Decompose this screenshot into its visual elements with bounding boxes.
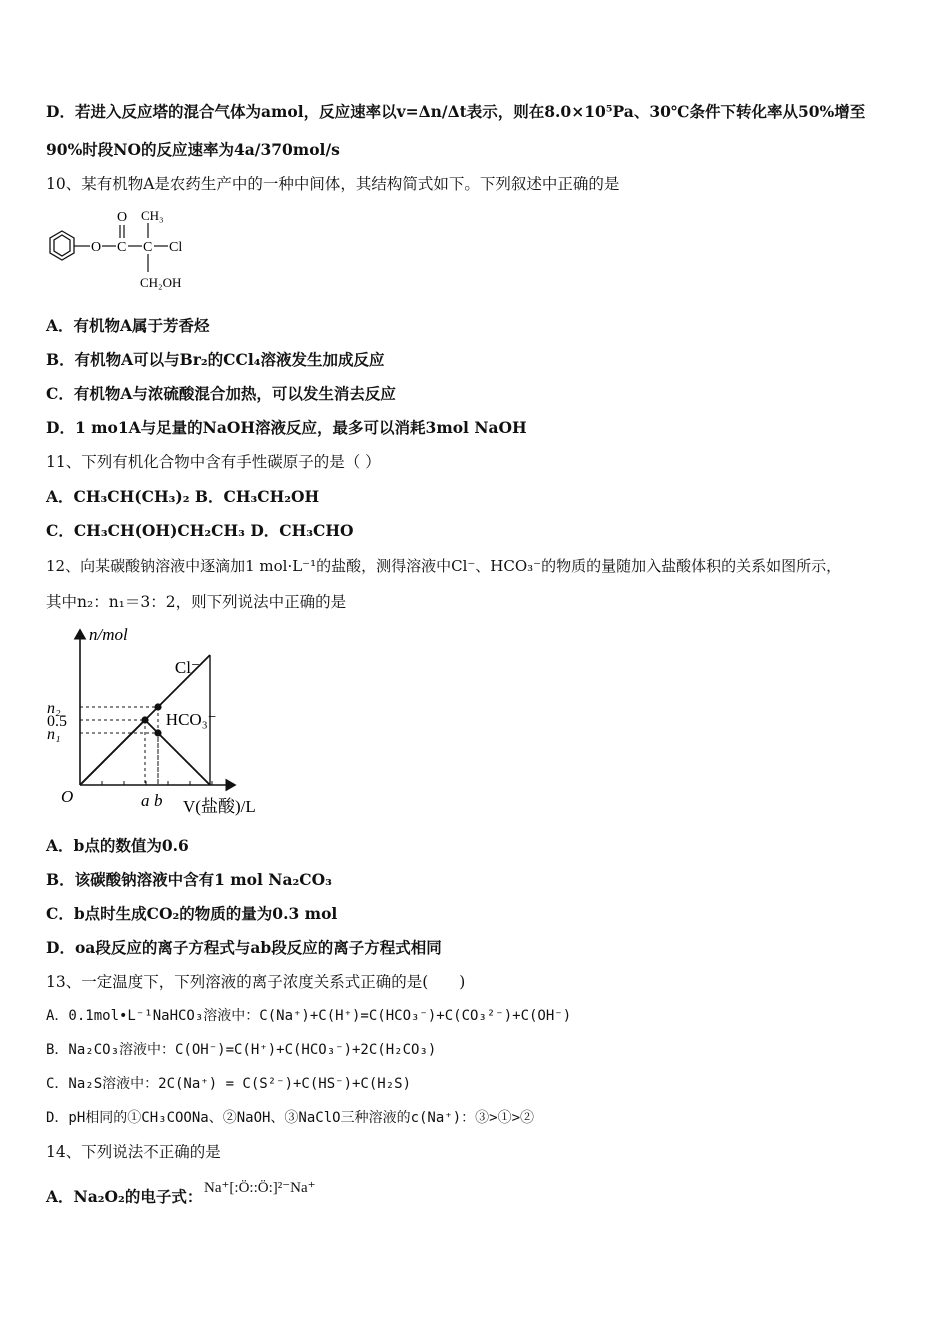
q10-option-d: D．1 mo1A与足量的NaOH溶液反应，最多可以消耗3mol NaOH [46, 418, 527, 437]
y-tick-label-1: 0.5 [47, 713, 67, 730]
legend-hco3: HCO₃⁻ [165, 710, 217, 730]
q12-stem-line2: 其中n₂：n₁＝3：2，则下列说法中正确的是 [46, 593, 347, 611]
q10-carbonyl-o: O [117, 210, 128, 225]
q13-option-d: D．pH相同的①CH₃COONa、②NaOH、③NaClO三种溶液的c(Na⁺)：③>①>② [46, 1110, 535, 1126]
q10-stem: 10、某有机物A是农药生产中的一种中间体，其结构简式如下。下列叙述中正确的是 [46, 175, 620, 193]
y-tick-label-0: n₂ [47, 700, 61, 717]
q14-electron-formula: Na⁺[:Ö::Ö:]²⁻Na⁺ [204, 1180, 316, 1196]
q10-o-link: O [91, 240, 102, 255]
q10-carbonyl-c: C [117, 240, 127, 255]
q10-chlorine: Cl [169, 240, 183, 255]
q10-option-c: C．有机物A与浓硫酸混合加热，可以发生消去反应 [46, 384, 396, 403]
q12-option-b: B．该碳酸钠溶液中含有1 mol Na₂CO₃ [46, 870, 332, 889]
y-tick-label-2: n₁ [47, 726, 61, 743]
q10-hydroxymethyl: CH₂OH [140, 275, 182, 290]
q11-stem: 11、下列有机化合物中含有手性碳原子的是（ ） [46, 453, 381, 471]
q14-stem: 14、下列说法不正确的是 [46, 1143, 221, 1161]
q9-option-d-line2: 90%时段NO的反应速率为4a/370mol/s [46, 140, 340, 159]
q12-chart [45, 620, 285, 825]
x-tick-label-0: a [141, 791, 150, 810]
x-tick-label-1: b [154, 791, 163, 810]
data-point-1 [154, 703, 161, 710]
q9-option-d-line1: D．若进入反应塔的混合气体为amol，反应速率以v=Δn/Δt表示，则在8.0×10⁵Pa、30℃条件下转化率从50%增至 [46, 102, 866, 121]
q10-option-b: B．有机物A可以与Br₂的CCl₄溶液发生加成反应 [46, 350, 385, 369]
q13-option-a: A．0.1mol•L⁻¹NaHCO₃溶液中：C(Na⁺)+C(H⁺)=C(HCO₃⁻)+C(CO₃²⁻)+C(OH⁻) [46, 1008, 572, 1024]
q11-options-ab: A．CH₃CH(CH₃)₂ B．CH₃CH₂OH [46, 487, 320, 506]
q11-options-cd: C．CH₃CH(OH)CH₂CH₃ D．CH₃CHO [46, 521, 354, 540]
q12-option-d: D．oa段反应的离子方程式与ab段反应的离子方程式相同 [46, 938, 442, 957]
q10-structure-formula [40, 205, 210, 300]
q10-methyl: CH₃ [141, 208, 164, 223]
benzene-ring-icon [50, 231, 74, 260]
q13-stem: 13、一定温度下，下列溶液的离子浓度关系式正确的是( ) [46, 973, 466, 991]
origin-label: O [61, 787, 74, 806]
q10-option-a: A．有机物A属于芳香烃 [46, 316, 210, 335]
x-axis-label: V(盐酸)/L [183, 797, 256, 816]
q13-option-c: C．Na₂S溶液中：2C(Na⁺) = C(S²⁻)+C(HS⁻)+C(H₂S) [46, 1076, 412, 1092]
q13-option-b: B．Na₂CO₃溶液中：C(OH⁻)=C(H⁺)+C(HCO₃⁻)+2C(H₂CO₃) [46, 1042, 437, 1058]
data-point-2 [154, 729, 161, 736]
y-axis-label: n/mol [89, 625, 128, 644]
data-point-0 [141, 716, 148, 723]
q10-quaternary-c: C [143, 240, 153, 255]
legend-cl: Cl⁻ [174, 658, 200, 678]
q12-stem-line1: 12、向某碳酸钠溶液中逐滴加1 mol·L⁻¹的盐酸，测得溶液中Cl⁻、HCO₃⁻的物质的量随加入盐酸体积的关系如图所示， [46, 557, 842, 575]
q12-option-a: A．b点的数值为0.6 [46, 836, 189, 855]
q12-option-c: C．b点时生成CO₂的物质的量为0.3 mol [46, 904, 338, 923]
q14-option-a-label: A．Na₂O₂的电子式： [46, 1187, 203, 1206]
